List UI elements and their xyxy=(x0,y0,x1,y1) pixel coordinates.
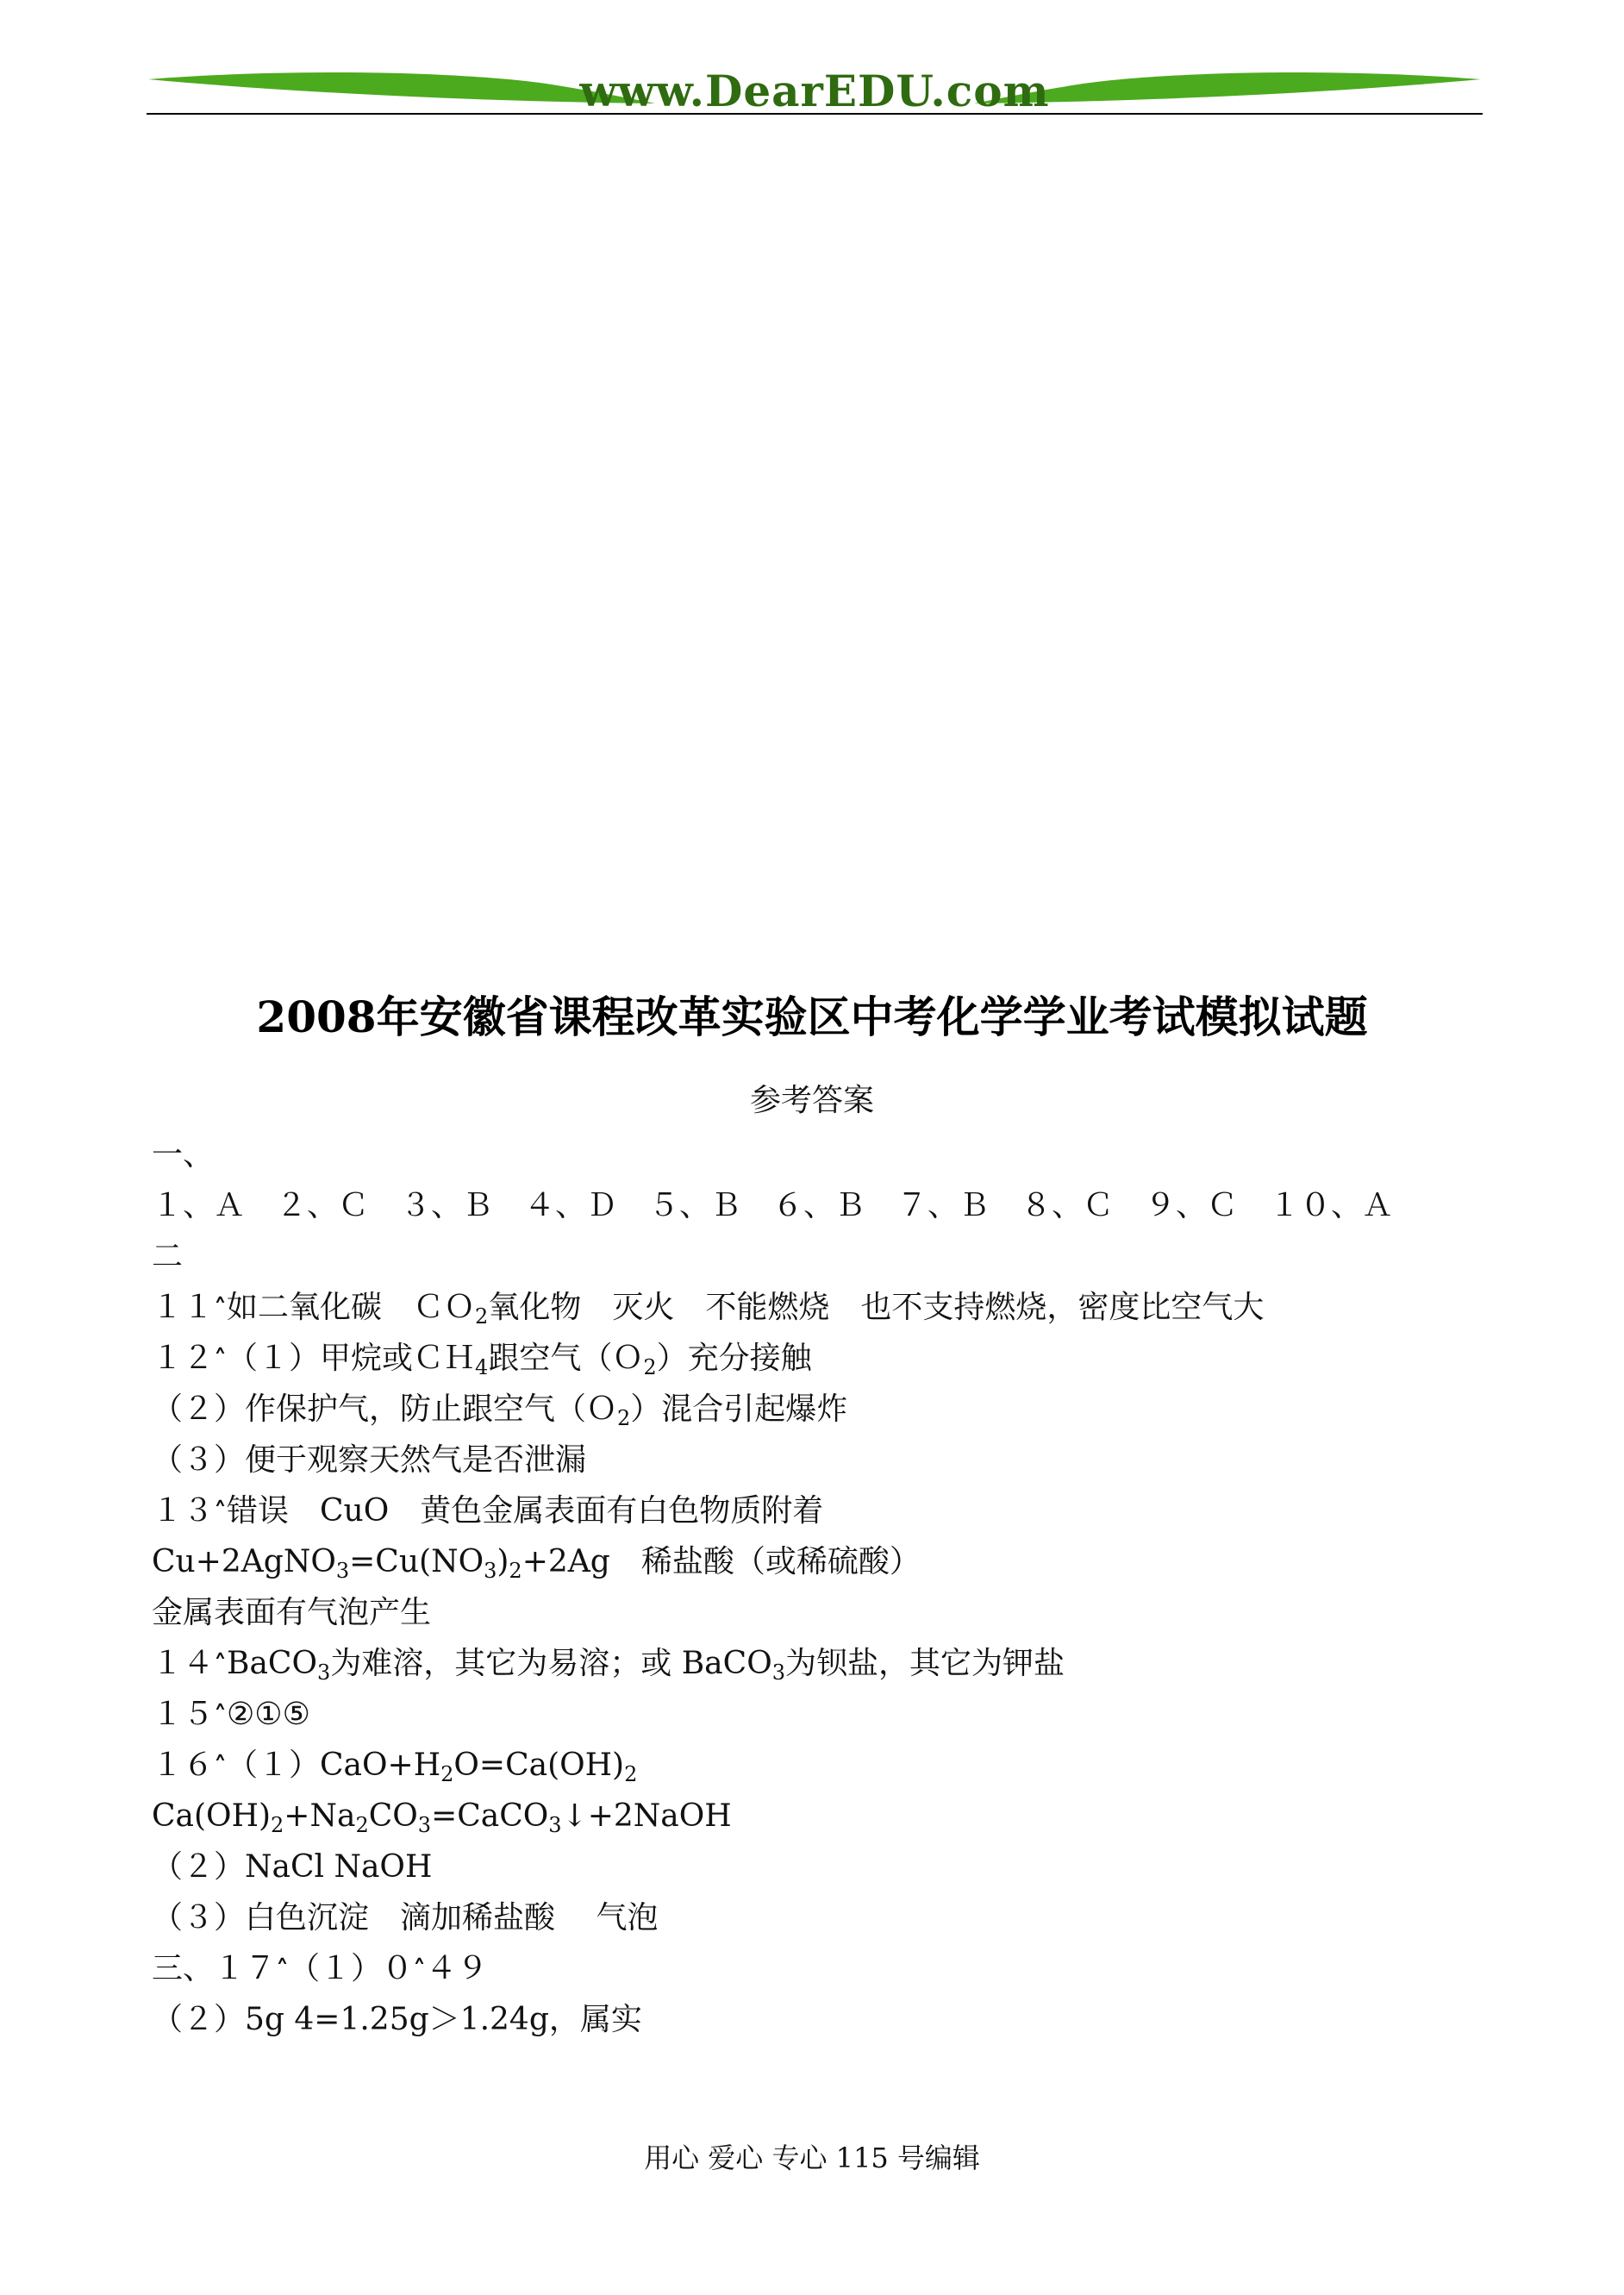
answer-list xyxy=(152,1129,1496,2045)
answer-line-12-1: １２˄（１）甲烷或ＣＨ$_4$跟空气（Ｏ$_2$）充分接触 xyxy=(152,1341,812,1379)
answer-line-choices: １、Ａ ２、Ｃ ３、Ｂ ４、Ｄ ５、Ｂ ６、Ｂ ７、Ｂ ８、Ｃ ９、Ｃ １０、Ａ xyxy=(152,1188,1394,1223)
answer-line-12-2: （２）作保护气，防止跟空气（Ｏ$_2$）混合引起爆炸 xyxy=(152,1391,848,1430)
answer-line-17-1: 三、１７˄（１）０˄４９ xyxy=(152,1951,489,1986)
answer-line-12-3: （３）便于观察天然气是否泄漏 xyxy=(152,1442,587,1478)
site-header xyxy=(147,60,1483,125)
answer-line-16-2: （２）NaCl NaOH xyxy=(152,1849,433,1885)
answer-line-16-1: $16˄(1)CaO+H_2O=Ca(OH)_2$ xyxy=(152,1748,638,1786)
answer-line-11: １１˄如二氧化碳 ＣＯ$_2$氧化物 灭火 不能燃烧 也不支持燃烧，密度比空气大 xyxy=(152,1290,1265,1329)
section-one-heading: 一、 xyxy=(152,1137,215,1173)
answer-line-13-observation: 金属表面有气泡产生 xyxy=(152,1595,432,1630)
answer-line-17-2: （２）5g 4=1.25g＞1.24g，属实 xyxy=(152,2002,642,2037)
answer-line-14: １４˄BaCO$_3$为难溶，其它为易溶；或 BaCO$_3$为钡盐，其它为钾盐 xyxy=(152,1646,1065,1685)
page-footer: 用心 爱心 专心 115 号编辑 xyxy=(644,2142,980,2174)
answer-line-16-equation: $Ca(OH)_2+Na_2CO_3=CaCO_3↓+2NaOH$ xyxy=(152,1798,732,1837)
answer-line-15: １５˄②①⑤ xyxy=(152,1697,310,1732)
document-title: 2008年安徽省课程改革实验区中考化学学业考试模拟试题 xyxy=(256,991,1368,1042)
answer-line-13: １３˄错误 CuO 黄色金属表面有白色物质附着 xyxy=(152,1493,824,1529)
document-subtitle: 参考答案 xyxy=(749,1083,874,1118)
section-two-heading: 二 xyxy=(152,1239,184,1274)
answer-line-16-3: （３）白色沉淀 滴加稀盐酸 气泡 xyxy=(152,1900,659,1935)
site-url-logo: www.DearEDU.com xyxy=(579,66,1050,116)
answer-line-13-equation: $Cu+2AgNO_3=Cu(NO_3)_2+2Ag$ 稀盐酸（或稀硫酸） xyxy=(152,1544,921,1583)
